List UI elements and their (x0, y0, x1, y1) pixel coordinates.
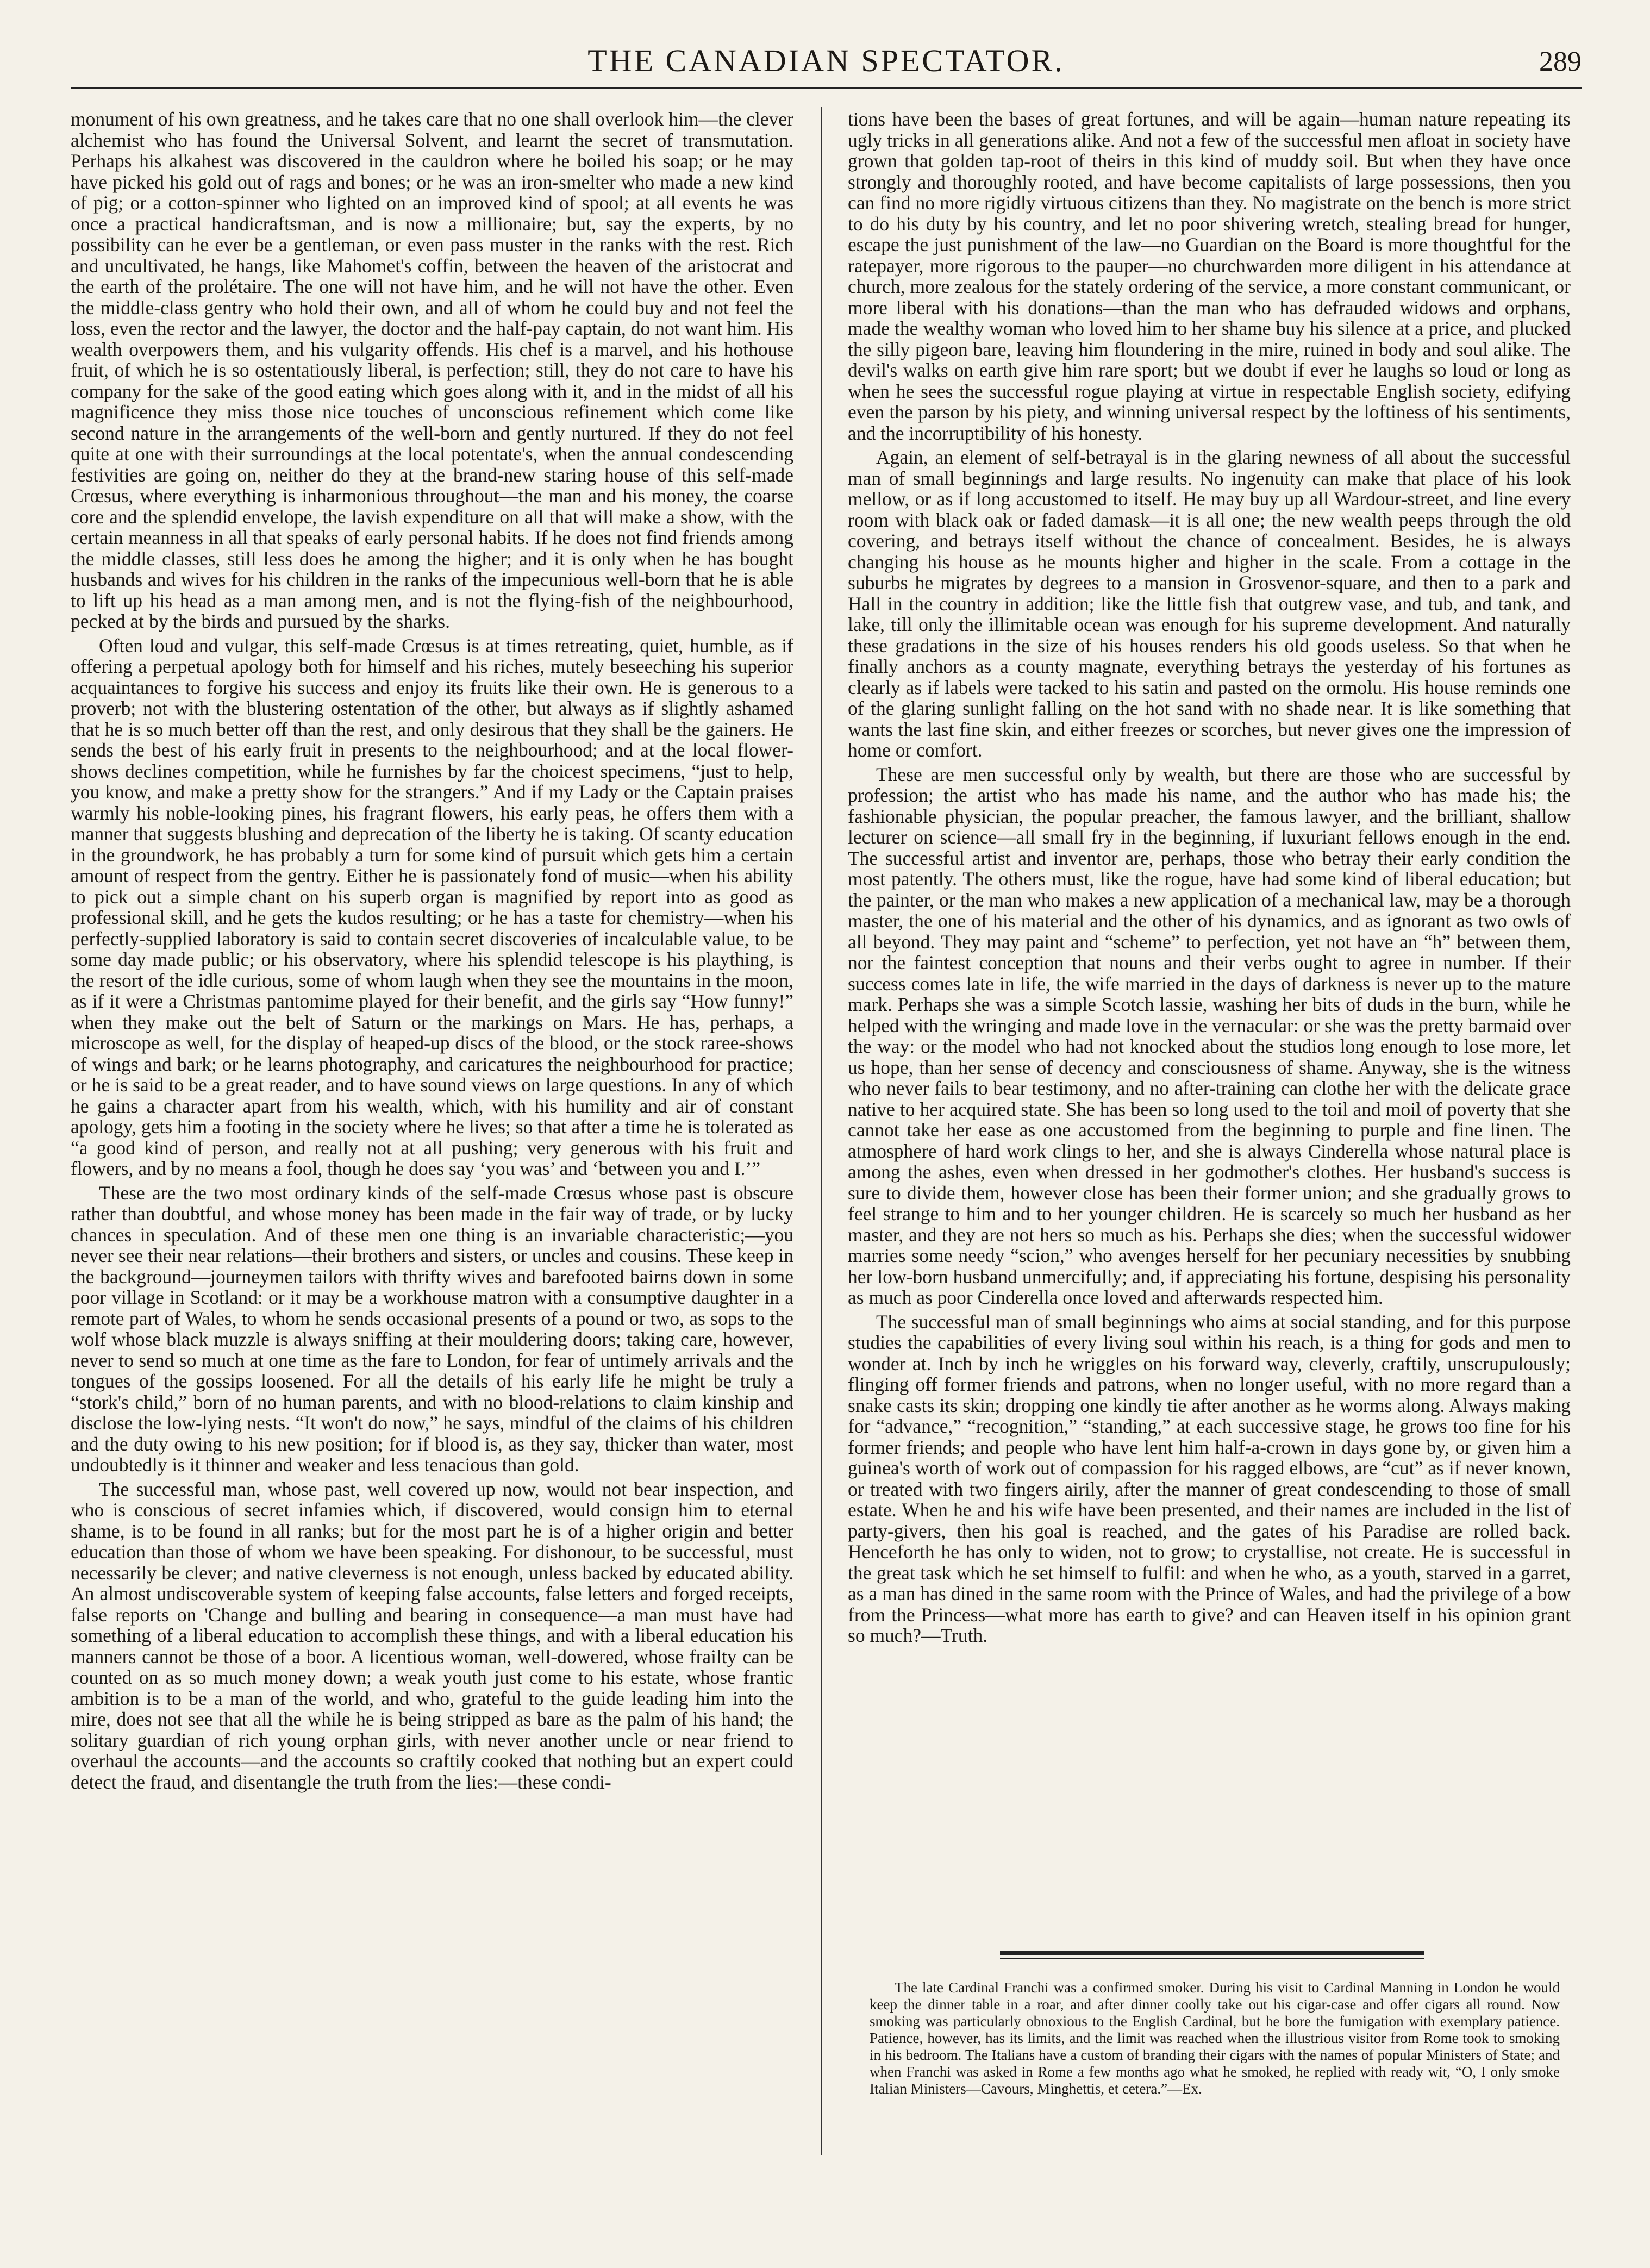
separator-thin-rule (1000, 1958, 1424, 1959)
right-column (848, 109, 1571, 2076)
page-number: 289 (1539, 46, 1582, 77)
paragraph: The successful man of small beginnings who aims at social standing, and for this purpose studies the capabilities of every living soul within his reach, is a thing for gods and men to wonder at. Inch by inch he wriggles on his forward way, cleverly, craftily, unscrupulously; flinging off former friends and patrons, when no longer useful, with no more regard than a snake casts its skin; dropping one kindly tie after another as he worms along. Always making for “advance,” “recognition,” “standing,” at each successive stage, he grows too fine for his former friends; and people who have lent him half-a-crown in days gone by, or given him a guinea's worth of work out of compassion for his ragged elbows, are “cut” as if never known, or treated with two fingers airily, after the manner of great condescending to those of small estate. When he and his wife have been presented, and their names are included in the list of party-givers, then his goal is reached, and the gates of his Paradise are rolled back. Henceforth he has only to widen, not to grow; to crystallise, not create. He is successful in the great task which he set himself to fulfil: and when he who, as a youth, starved in a garret, as a man has dined in the same room with the Prince of Wales, and had the privilege of a bow from the Princess—what more has earth to give? and can Heaven itself in his opinion grant so much?—Truth. (848, 1310, 1571, 1646)
left-column (71, 109, 793, 2217)
column-divider (821, 107, 822, 2155)
paragraph: The successful man, whose past, well covered up now, would not bear inspection, and who is conscious of secret infamies which, if discovered, would consign him to eternal shame, is to be found in all ranks; but for the most part he is of a higher origin and better education than those of whom we have been speaking. For dishonour, to be successful, must necessarily be clever; and native cleverness is not enough, unless backed by educated ability. An almost undiscoverable system of keeping false accounts, false letters and forged receipts, false reports on 'Change and bulling and bearing in consequence—a man must have had something of a liberal education to accomplish these things, and with a liberal education his manners cannot be those of a boor. A licentious woman, well-dowered, whose frailty can be counted on as so much money down; a weak youth just come to his estate, whose frantic ambition is to be a man of the world, and who, grateful to the guide leading him into the mire, does not see that all the while he is being stripped as bare as the palm of his hand; the solitary guardian of rich young orphan girls, with never another uncle or near friend to overhaul the accounts—and the accounts so craftily cooked that nothing but an expert could detect the fraud, and disentangle the truth from the lies:—these condi- (71, 1478, 793, 1793)
footnote-text: The late Cardinal Franchi was a confirmed smoker. During his visit to Cardinal Manning in London he would keep the dinner table in a roar, and after dinner coolly take out his cigar-case and offer cigars all round. Now smoking was particularly obnoxious to the English Cardinal, but he bore the fumigation with exemplary patience. Patience, however, has its limits, and the limit was reached when the illustrious visitor from Rome took to smoking in his bedroom. The Italians have a custom of branding their cigars with the names of popular Ministers of State; and when Franchi was asked in Rome a few months ago what he smoked, he replied with ready wit, “O, I only smoke Italian Ministers—Cavours, Minghettis, et cetera.”—Ex. (870, 1979, 1560, 2097)
paragraph: These are men successful only by wealth, but there are those who are successful by profession; the artist who has made his name, and the author who has made his; the fashionable physician, the popular preacher, the famous lawyer, and the brilliant, shallow lecturer on science—all small fry in the beginning, if luxuriant fellows enough in the end. The successful artist and inventor are, perhaps, those who betray their early condition the most patently. The others must, like the rogue, have had some kind of liberal education; but the painter, or the man who makes a new application of a mechanical law, may be a thorough master, the one of his material and the other of his dynamics, and as ignorant as two owls of all beyond. They may paint and “scheme” to perfection, yet not have an “h” between them, nor the faintest conception that nouns and their verbs ought to agree in number. If their success comes late in life, the wife married in the days of darkness is never up to the mature mark. Perhaps she was a simple Scotch lassie, washing her bits of duds in the burn, while he helped with the wringing and made love in the vernacular: or she was the pretty barmaid over the way: or the model who had not knocked about the studios long enough to lose more, let us hope, than her sense of decency and consciousness of shame. Anyway, she is the witness who never fails to bear testimony, and no after-training can clothe her with the delicate grace native to her acquired state. She has been so long used to the toil and moil of poverty that she cannot take her ease as one accustomed from the beginning to purple and fine linen. The atmosphere of hard work clings to her, and she is always Cinderella whose natural place is among the ashes, even when dressed in her godmother's clothes. Her husband's success is sure to divide them, however close has been their former union; and she gradually grows to feel strange to him and to her younger children. He is scarcely so much her husband as her master, and they are not hers so much as his. Perhaps she dies; when the successful widower marries some needy “scion,” who avenges herself for her pecuniary necessities by snubbing her low-born husband unmercifully; and, if appreciating his fortune, despising his personality as much as poor Cinderella once loved and afterwards respected him. (848, 763, 1571, 1308)
header-rule (71, 87, 1582, 89)
paragraph: These are the two most ordinary kinds of the self-made Crœsus whose past is obscure rather than doubtful, and whose money has been made in the fair way of trade, or by lucky chances in speculation. And of these men one thing is an invariable characteristic;—you never see their near relations—their brothers and sisters, or uncles and cousins. These keep in the background—journeymen tailors with thrifty wives and barefooted bairns down in some poor village in Scotland: or it may be a workhouse matron with a consumptive daughter in a remote part of Wales, to whom he sends occasional presents of a pound or two, as sops to the wolf whose black muzzle is always sniffing at their mouldering doors; taking care, however, never to send so much at one time as the fare to London, for fear of untimely arrivals and the tongues of the gossips loosened. For all the details of his early life he might be truly a “stork's child,” born of no human parents, and with no blood-relations to claim kinship and disclose the low-lying nests. “It won't do now,” he says, mindful of the claims of his children and the duty owing to his new position; for if blood is, as they say, thicker than water, most undoubtedly is it thinner and weaker and less tenacious than gold. (71, 1182, 793, 1476)
paragraph: Again, an element of self-betrayal is in the glaring newness of all about the successful man of small beginnings and large results. No ingenuity can make that place of his look mellow, or as if long accustomed to itself. He may buy up all Wardour-street, and line every room with black oak or faded damask—it is all one; the new wealth peeps through the old covering, and betrays itself without the chance of concealment. Besides, he is always changing his house as he mounts higher and higher in the scale. From a cottage in the suburbs he migrates by degrees to a mansion in Grosvenor-square, and then to a park and Hall in the country in addition; like the little fish that outgrew vase, and tub, and tank, and lake, till only the illimitable ocean was enough for his supreme development. And naturally these gradations in the size of his houses renders his old goods useless. So that when he finally anchors as a county magnate, everything betrays the yesterday of his fortunes as clearly as if labels were tacked to his satin and pasted on the ormolu. His house reminds one of the glaring sunlight falling on the hot sand with no shade near. It is like something that wants the last fine skin, and either freezes or scorches, but never gives one the impression of home or comfort. (848, 446, 1571, 761)
paragraph: Often loud and vulgar, this self-made Crœsus is at times retreating, quiet, humble, as if offering a perpetual apology both for himself and his riches, mutely beseeching his superior acquaintances to forgive his success and enjoy its fruits like their own. He is generous to a proverb; not with the blustering ostentation of the other, but always as if slightly ashamed that he is so much better off than the rest, and only desirous that they shall be the gainers. He sends the best of his early fruit in presents to the neighbourhood; and at the local flower-shows declines competition, while he furnishes by far the choicest specimens, “just to help, you know, and make a pretty show for the strangers.” And if my Lady or the Captain praises warmly his noble-looking pines, his fragrant flowers, his early peas, he offers them with a manner that suggests blushing and deprecation of the liberty he is taking. Of scanty education in the groundwork, he has probably a turn for some kind of pursuit which gets him a certain amount of respect from the gentry. Either he is passionately fond of music—when his ability to pick out a simple chant on his superb organ is magnified by report into as good as professional skill, and he gets the kudos resulting; or he has a taste for chemistry—when his perfectly-supplied laboratory is said to contain secret discoveries of incalculable value, to be some day made public; or his observatory, where his splendid telescope is his plaything, is the resort of the idle curious, some of whom laugh when they see the mountains in the moon, as if it were a Christmas pantomime played for their benefit, and the girls say “How funny!” when they make out the belt of Saturn or the markings on Mars. He has, perhaps, a microscope as well, for the display of heaped-up discs of the blood, or the stock raree-shows of wings and bark; or he learns photography, and caricatures the neighbourhood for practice; or he is said to be a great reader, and to have sound views on large questions. In any of which he gains a character apart from his wealth, which, with his humility and air of constant apology, gets him a footing in the society where he lives; so that after a time he is tolerated as “a good kind of person, and really not at all pushing; very generous with his fruit and flowers, and by no means a fool, though he does say ‘you was’ and ‘between you and I.’” (71, 634, 793, 1179)
publication-title: THE CANADIAN SPECTATOR. (588, 43, 1065, 78)
separator-thick-rule (1000, 1951, 1424, 1955)
page-header (71, 42, 1582, 91)
footnote-item (870, 1979, 1560, 2097)
paragraph: tions have been the bases of great fortunes, and will be again—human nature repeating its ugly tricks in all generations alike. And not a few of the successful men afloat in society have grown that golden tap-root of theirs in this kind of muddy soil. But when they have once strongly and thoroughly rooted, and have become capitalists of large possessions, then you can find no more rigidly virtuous citizens than they. No magistrate on the bench is more strict to do his duty by his country, and let no poor shivering wretch, stealing bread for hunger, escape the just punishment of the law—no Guardian on the Board is more thoughtful for the ratepayer, more rigorous to the pauper—no churchwarden more diligent in his attendance at church, more zealous for the stately ordering of the service, a more constant communicant, or more liberal with his donations—than the man who has defrauded widows and orphans, made the wealthy woman who loved him to her shame buy his silence at a price, and plucked the silly pigeon bare, leaving him floundering in the mire, ruined in body and soul alike. The devil's walks on earth give him rare sport; but we doubt if ever he laughs so loud or long as when he sees the successful rogue playing at virtue in respectable English society, edifying even the parson by his piety, and winning universal respect by the loftiness of his sentiments, and the incorruptibility of his honesty. (848, 109, 1571, 444)
paragraph: monument of his own greatness, and he takes care that no one shall overlook him—the clever alchemist who has found the Universal Solvent, and learnt the secret of transmutation. Perhaps his alkahest was discovered in the cauldron where he boiled his soap; or he may have picked his gold out of rags and bones; or he was an iron-smelter who made a new kind of pig; or a cotton-spinner who lighted on an improved kind of spool; at all events he was once a practical handicraftsman, and is now a millionaire; but, say the experts, by no possibility can he ever be a gentleman, or even pass muster in the ranks with the rest. Rich and uncultivated, he hangs, like Mahomet's coffin, between the heaven of the aristocrat and the earth of the prolétaire. The one will not have him, and he will not have the other. Even the middle-class gentry who hold their own, and all of whom he could buy and not feel the loss, even the rector and the lawyer, the doctor and the half-pay captain, do not want him. His wealth overpowers them, and his vulgarity offends. His chef is a marvel, and his hothouse fruit, of which he is so ostentatiously liberal, is perfection; still, they do not care to have his company for the sake of the good eating which goes along with it, and in the midst of all his magnificence they miss those nice touches of unconscious refinement which come like second nature in the arrangements of the well-born and gently nurtured. If they do not feel quite at one with their surroundings at the local potentate's, when the annual condescending festivities are going on, neither do they at the brand-new staring house of this self-made Crœsus, where everything is inharmonious throughout—the man and his money, the coarse core and the splendid envelope, the lavish expenditure on all that will make a show, with the certain meanness in all that speaks of early personal habits. If he does not find friends among the middle classes, still less does he among the higher; and it is only when he has bought husbands and wives for his children in the ranks of the impecunious well-born that he is able to lift up his head as a man among men, and is not the flying-fish of the neighbourhood, pecked at by the birds and pursued by the sharks. (71, 109, 793, 632)
section-separator (1000, 1951, 1424, 1965)
